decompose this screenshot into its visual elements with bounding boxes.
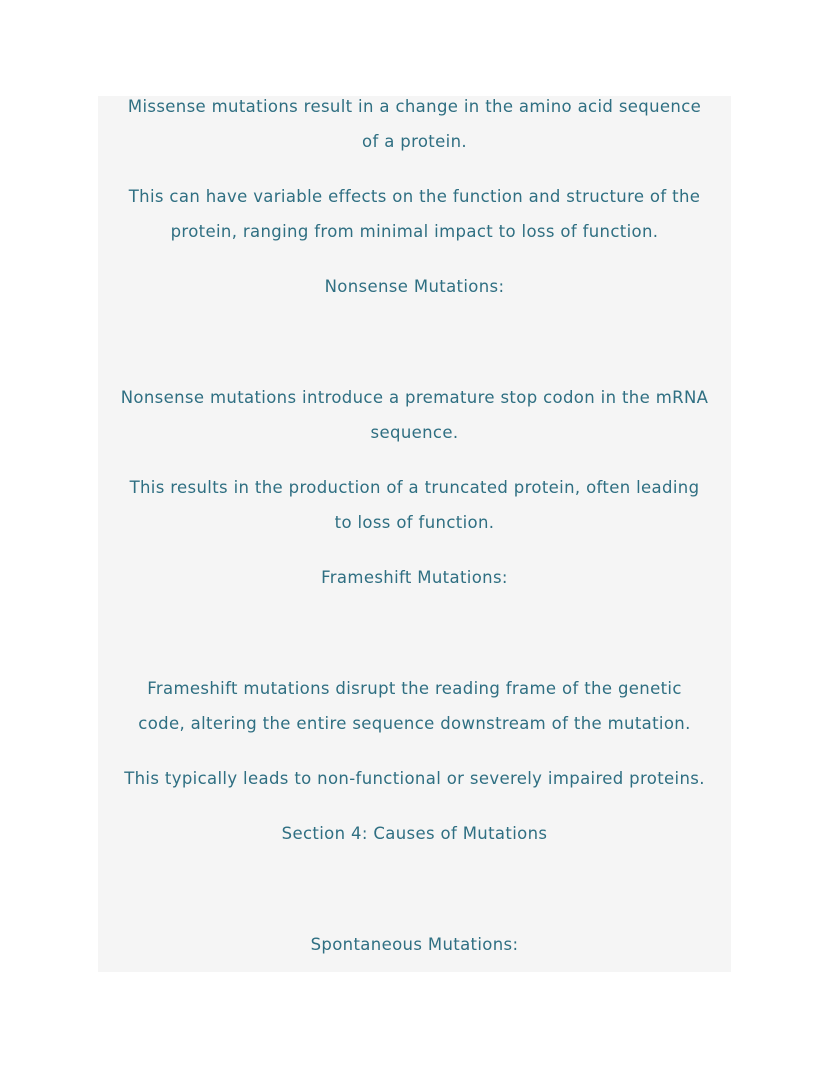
section-4-heading: Section 4: Causes of Mutations bbox=[281, 824, 548, 843]
nonsense-effect-line-2: to loss of function. bbox=[334, 513, 495, 532]
frameshift-paragraph-line-1: Frameshift mutations disrupt the reading frame of the genetic bbox=[147, 679, 682, 698]
spontaneous-mutations-heading: Spontaneous Mutations: bbox=[310, 935, 519, 954]
frameshift-heading: Frameshift Mutations: bbox=[321, 568, 508, 587]
nonsense-effect-line-1: This results in the production of a truncated protein, often leading bbox=[129, 478, 700, 497]
missense-effect-line-1: This can have variable effects on the function and structure of the bbox=[128, 187, 701, 206]
missense-effect-line-2: protein, ranging from minimal impact to loss of function. bbox=[170, 222, 659, 241]
nonsense-paragraph-line-1: Nonsense mutations introduce a premature stop codon in the mRNA bbox=[120, 388, 709, 407]
frameshift-paragraph-line-2: code, altering the entire sequence downstream of the mutation. bbox=[138, 714, 691, 733]
missense-paragraph-line-1: Missense mutations result in a change in the amino acid sequence bbox=[127, 97, 702, 116]
missense-paragraph-line-2: of a protein. bbox=[362, 132, 467, 151]
nonsense-paragraph-line-2: sequence. bbox=[370, 423, 459, 442]
nonsense-heading: Nonsense Mutations: bbox=[324, 277, 505, 296]
frameshift-effect-line: This typically leads to non-functional or severely impaired proteins. bbox=[124, 769, 705, 788]
